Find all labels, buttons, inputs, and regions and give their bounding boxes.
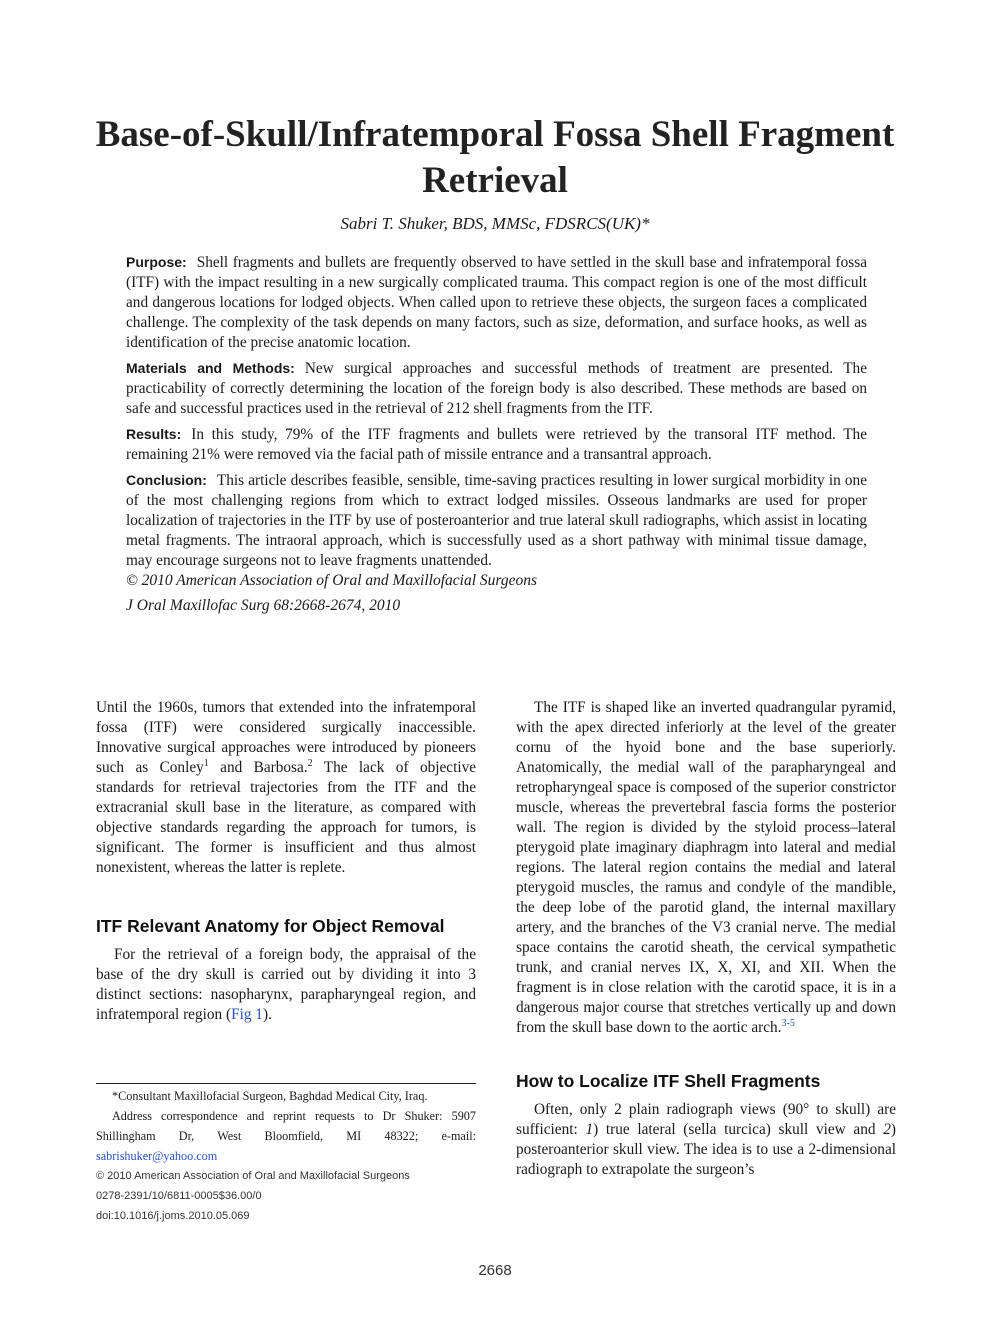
abstract-copyright: © 2010 American Association of Oral and Maxillofacial Surgeons [126,572,538,589]
figure-1-link[interactable]: Fig 1 [231,1006,263,1023]
anatomy-text-b: ). [262,1006,272,1023]
footnotes [96,1086,476,1226]
localize-text-b: ) true lateral (sella turcica) skull view and [593,1121,884,1138]
purpose-text: Shell fragments and bullets are frequently observed to have settled in the skull base and infratemporal fossa (ITF) with the impact resulting in a new surgically complicated trauma. This compact region is one of the most difficult and dangerous locations for lodged objects. When called upon to retrieve these objects, the surgeon faces a complicated challenge. The complexity of the task depends on many factors, such as size, deformation, and surface hooks, as well as identification of the precise anatomic location. [126,254,867,351]
section-heading-localize: How to Localize ITF Shell Fragments [516,1071,821,1091]
methods-label: Materials and Methods: [126,360,295,376]
abstract-methods [126,358,867,419]
localize-text-a: Often, only 2 plain radiograph views (90° to skull) are sufficient: [516,1101,896,1138]
intro-paragraph [96,698,476,878]
footnote-affiliation: *Consultant Maxillofacial Surgeon, Baghdad Medical City, Iraq. [112,1089,428,1103]
methods-text: New surgical approaches and successful methods of treatment are presented. The practicability of correctly determining the location of the foreign body is also described. These methods are based on safe and successful practices used in the retrieval of 212 shell fragments from the ITF. [126,360,867,417]
abstract-citation: J Oral Maxillofac Surg 68:2668-2674, 2010 [126,597,401,614]
footnote-issn: 0278-2391/10/6811-0005$36.00/0 [96,1190,262,1202]
body-right-column [516,698,896,1180]
abstract-conclusion [126,470,867,571]
intro-text-b: and Barbosa. [208,759,308,776]
footnote-divider [96,1083,476,1084]
reference-1[interactable]: 1 [203,757,209,769]
article-title: Base-of-Skull/Infratemporal Fossa Shell Fragment Retrieval [95,114,895,201]
footnote-copyright: © 2010 American Association of Oral and Maxillofacial Surgeons [96,1170,410,1182]
localize-paragraph [516,1100,896,1180]
itf-shape-text: The ITF is shaped like an inverted quadrangular pyramid, with the apex directed inferiorly at the level of the greater cornu of the hyoid bone and the base superiorly. Anatomically, the medial wall of the parapharyngeal and retropharyngeal space is composed of the superior constrictor muscle, whereas the prevertebral fascia forms the posterior wall. The region is divided by the styloid process–lateral pterygoid plate imaginary diaphragm into lateral and medial regions. The lateral region contains the medial and lateral pterygoid muscles, the ramus and condyle of the mandible, the deep lobe of the parotid gland, the internal maxillary artery, and the branches of the V3 cranial nerve. The medial space contains the carotid sheath, the cervical sympathetic trunk, and cranial nerves IX, X, XI, and XII. When the fragment is in close relation with the carotid space, it is in a dangerous major course that stretches vertically up and down from the skull base down to the aortic arch. [516,699,896,1036]
conclusion-text: This article describes feasible, sensible, time-saving practices resulting in lower surgical morbidity in one of the most challenging regions from which to extract lodged missiles. Osseous landmarks are used for proper localization of trajectories in the ITF by use of posteroanterior and true lateral skull radiographs, which assist in locating metal fragments. The intraoral approach, which is successfully used as a short pathway with minimal tissue damage, may encourage surgeons not to leave fragments unattended. [126,472,867,569]
results-label: Results: [126,426,182,442]
reference-2[interactable]: 2 [307,757,313,769]
purpose-label: Purpose: [126,254,187,270]
list-number-1: 1 [585,1121,594,1138]
section-heading-anatomy: ITF Relevant Anatomy for Object Removal [96,916,445,936]
footnote-doi: doi:10.1016/j.joms.2010.05.069 [96,1210,250,1222]
localize-text-c: ) posteroanterior skull view. The idea is to use a 2-dimensional radiograph to extrapolate the surgeon’s [516,1121,896,1178]
author-line: Sabri T. Shuker, BDS, MMSc, FDSRCS(UK)* [340,214,650,233]
anatomy-text-a: For the retrieval of a foreign body, the appraisal of the base of the dry skull is carried out by dividing it into 3 distinct sections: nasopharynx, parapharyngeal region, and infratemporal region ( [96,946,476,1023]
footnote-address-text: Address correspondence and reprint requests to Dr Shuker: 5907 Shillingham Dr, West Bloomfield, MI 48322; e-mail: [96,1109,476,1143]
itf-shape-paragraph [516,698,896,1038]
body-left-column [96,698,476,1025]
results-text: In this study, 79% of the ITF fragments and bullets were retrieved by the transoral ITF method. The remaining 21% were removed via the facial path of missile entrance and a transantral approach. [126,426,867,463]
page-number: 2668 [478,1262,512,1279]
abstract-results [126,424,867,465]
intro-text-c: The lack of objective standards for retrieval trajectories from the ITF and the extracranial skull base in the literature, as compared with objective standards regarding the approach for tumors, is significant. The former is insufficient and thus almost nonexistent, whereas the latter is replete. [96,759,477,876]
reference-3-5[interactable]: 3-5 [781,1017,795,1029]
footnote-address [96,1106,476,1166]
abstract [126,252,867,621]
list-number-2: 2 [883,1121,891,1138]
email-link[interactable]: sabrishuker@yahoo.com [96,1149,218,1163]
conclusion-label: Conclusion: [126,472,207,488]
anatomy-paragraph [96,945,476,1025]
abstract-purpose [126,252,867,353]
intro-text-a: Until the 1960s, tumors that extended into the infratemporal fossa (ITF) were considered surgically inaccessible. Innovative surgical approaches were introduced by pioneers such as Conley [96,699,476,776]
